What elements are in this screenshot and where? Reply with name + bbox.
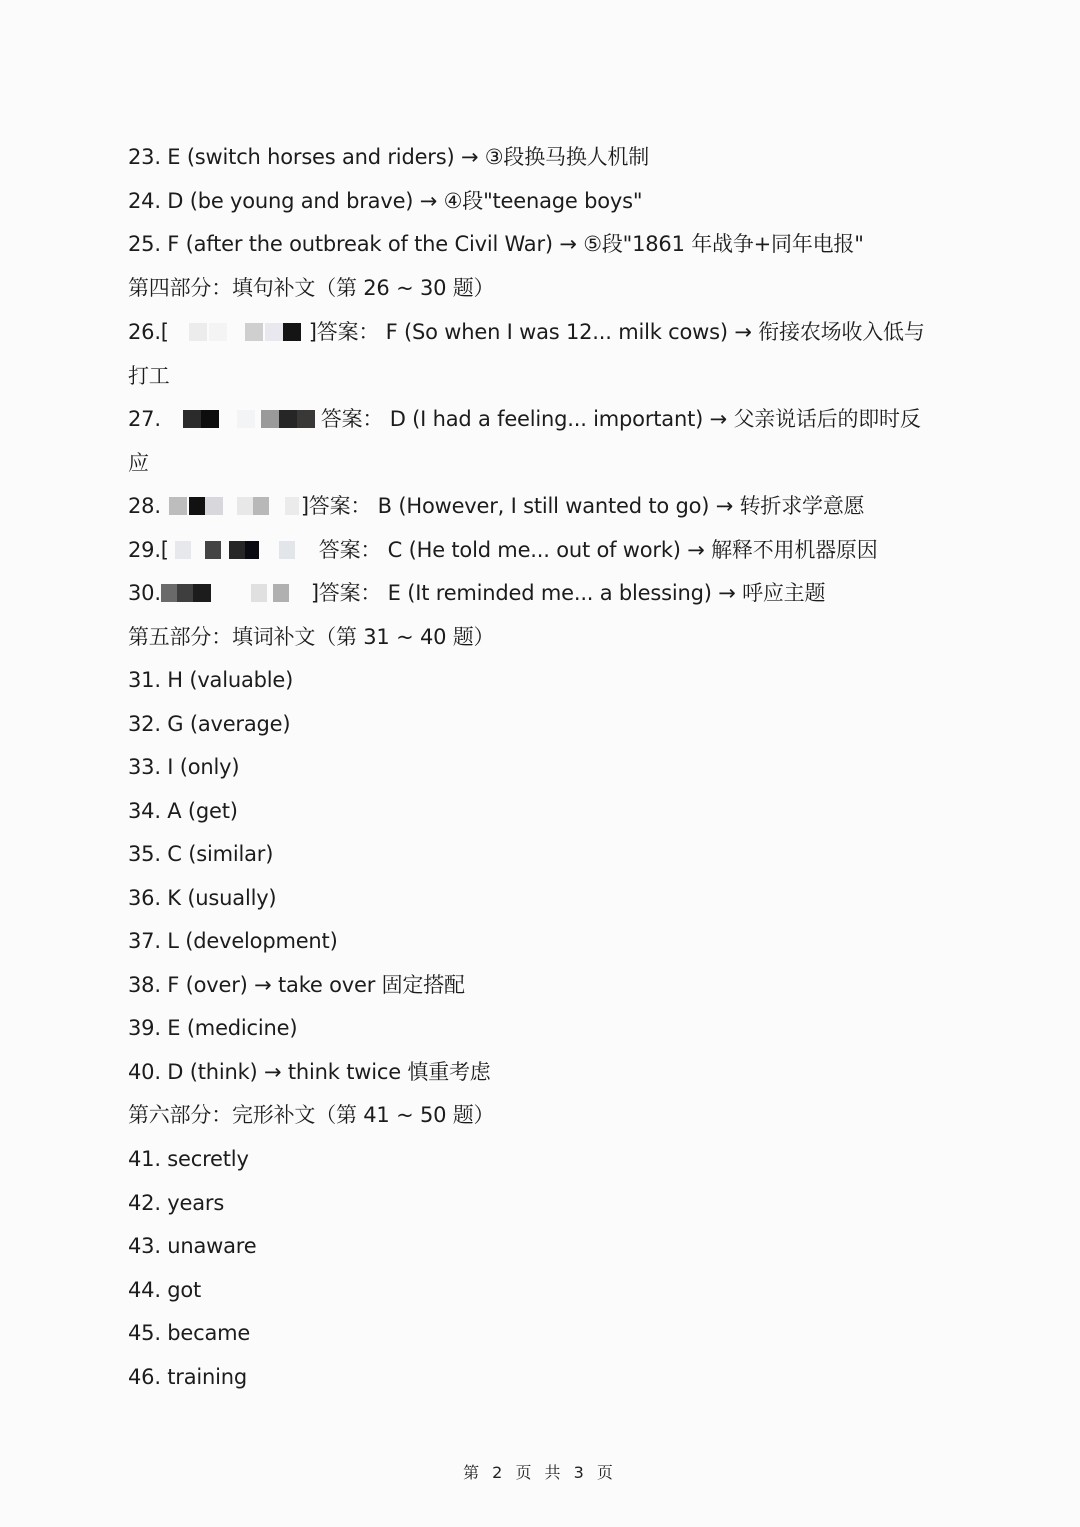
answer-line-43: 43. unaware (128, 1234, 257, 1258)
answer-line-26 (128, 318, 925, 346)
redacted-mosaic (169, 539, 319, 561)
redacted-mosaic (161, 495, 301, 517)
redacted-mosaic (161, 408, 321, 430)
page-footer: 第 2 页 共 3 页 (463, 1463, 617, 1482)
answer-line-23: 23. E (switch horses and riders) → ③段换马换人机制 (128, 145, 650, 169)
question-prefix: 26.[ (128, 320, 169, 344)
section-heading-part4: 第四部分：填句补文（第 26 ~ 30 题） (128, 276, 495, 300)
answer-line-40: 40. D (think) → think twice 慎重考虑 (128, 1060, 491, 1084)
answer-text: ]答案： B (However, I still wanted to go) → 转折求学意愿 (300, 494, 865, 518)
answer-line-29 (128, 536, 878, 564)
answer-line-38: 38. F (over) → take over 固定搭配 (128, 973, 465, 997)
answer-line-28 (128, 492, 864, 520)
redacted-mosaic (161, 582, 311, 604)
answer-line-46: 46. training (128, 1365, 248, 1389)
answer-text: ]答案： E (It reminded me... a blessing) → 呼应主题 (310, 581, 826, 605)
redacted-mosaic (169, 321, 309, 343)
question-prefix: 27. (128, 407, 161, 431)
section-heading-part5: 第五部分：填词补文（第 31 ~ 40 题） (128, 625, 495, 649)
answer-line-26-cont: 打工 (128, 364, 170, 388)
answer-line-45: 45. became (128, 1321, 251, 1345)
answer-line-24: 24. D (be young and brave) → ④段"teenage boys" (128, 189, 643, 213)
answer-line-30 (128, 579, 825, 607)
question-prefix: 30. (128, 581, 161, 605)
answer-line-25: 25. F (after the outbreak of the Civil War) → ⑤段"1861 年战争+同年电报" (128, 232, 864, 256)
answer-line-42: 42. years (128, 1191, 225, 1215)
answer-text: ]答案： F (So when I was 12... milk cows) → 衔接农场收入低与 (308, 320, 925, 344)
answer-line-41: 41. secretly (128, 1147, 249, 1171)
answer-text: 答案： D (I had a feeling... important) → 父亲说话后的即时反 (320, 407, 921, 431)
answer-text: 答案： C (He told me... out of work) → 解释不用机器原因 (318, 538, 878, 562)
answer-line-36: 36. K (usually) (128, 886, 277, 910)
answer-line-33: 33. I (only) (128, 755, 240, 779)
answer-line-31: 31. H (valuable) (128, 668, 294, 692)
answer-line-27 (128, 405, 921, 433)
answer-line-34: 34. A (get) (128, 799, 238, 823)
answer-line-27-cont: 应 (128, 451, 149, 475)
question-prefix: 29.[ (128, 538, 169, 562)
answer-line-35: 35. C (similar) (128, 842, 274, 866)
answer-line-32: 32. G (average) (128, 712, 291, 736)
answer-line-39: 39. E (medicine) (128, 1016, 298, 1040)
answer-line-44: 44. got (128, 1278, 202, 1302)
answer-line-37: 37. L (development) (128, 929, 338, 953)
section-heading-part6: 第六部分：完形补文（第 41 ~ 50 题） (128, 1103, 495, 1127)
question-prefix: 28. (128, 494, 161, 518)
